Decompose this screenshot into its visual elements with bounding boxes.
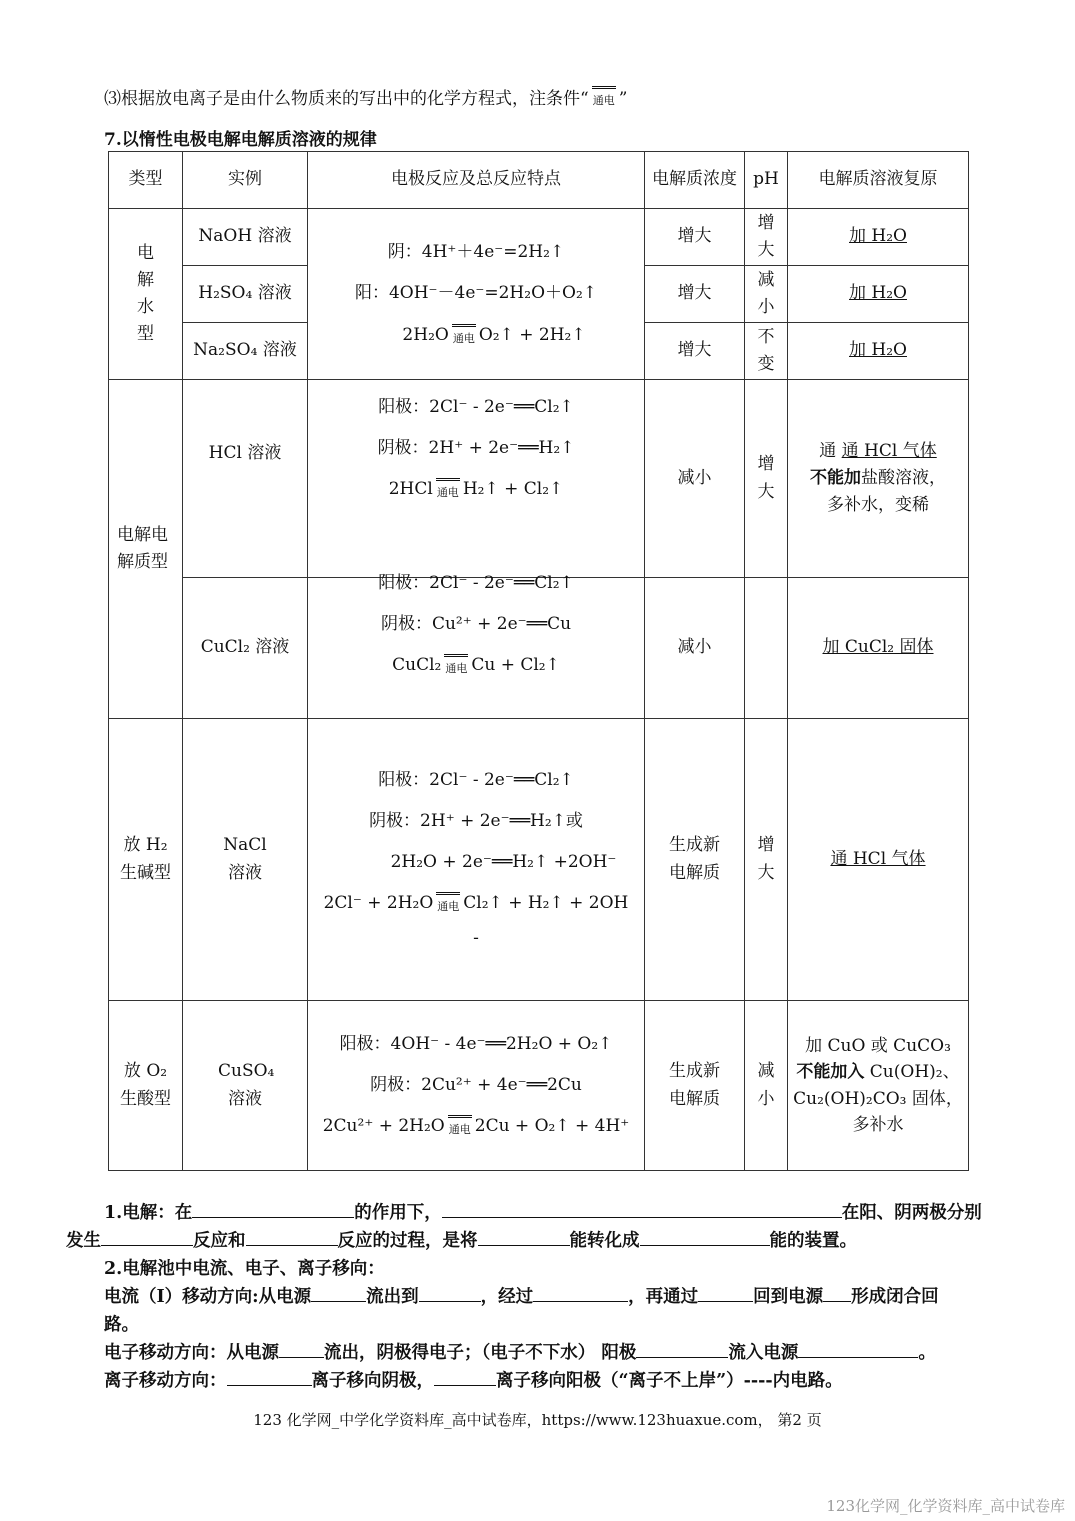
restore-na2so4: 加 H₂O (788, 323, 969, 380)
ph-cucl2 (745, 578, 788, 719)
water-equations: 阴：4H⁺＋4e⁻=2H₂↑ 阳：4OH⁻－4e⁻=2H₂O＋O₂↑ 2H₂O 通电 O₂↑ + 2H₂↑ (308, 209, 645, 380)
table-row (109, 209, 969, 266)
blank[interactable] (640, 1227, 770, 1246)
table-row (109, 380, 969, 578)
blank[interactable] (798, 1339, 918, 1358)
conc-cuso4: 生成新电解质 (645, 1001, 745, 1171)
cucl2-equations: 阳极：2Cl⁻ - 2e⁻══Cl₂↑ 阴极：Cu²⁺ + 2e⁻══Cu CuCl₂ 通电 Cu + Cl₂↑ (308, 578, 645, 719)
blank[interactable] (823, 1283, 851, 1302)
table-row (109, 1001, 969, 1171)
blank[interactable] (478, 1227, 570, 1246)
blank[interactable] (279, 1339, 324, 1358)
ph-na2so4: 不变 (745, 323, 788, 380)
example-cuso4: CuSO₄ 溶液 (183, 1001, 308, 1171)
conc-naoh: 增大 (645, 209, 745, 266)
nacl-equations: 阳极：2Cl⁻ - 2e⁻══Cl₂↑ 阴极：2H⁺ + 2e⁻══H₂↑或 2H₂O + 2e⁻══H₂↑ +2OH⁻ 2Cl⁻ + 2H₂O 通电 Cl₂↑ + H₂↑ + 2OH - (308, 719, 645, 1001)
blank[interactable] (311, 1283, 366, 1302)
ph-hcl: 增大 (745, 380, 788, 578)
table-row (109, 719, 969, 1001)
example-nacl: NaCl 溶液 (183, 719, 308, 1001)
section-7-title: 7.以惰性电极电解电解质溶液的规律 (104, 130, 377, 150)
question-2: 2.电解池中电流、电子、离子移向： 电流（I）移动方向:从电源 流出到 ，经过 ，再通过 回到电源 形成闭合回 路。 电子移动方向：从电源 流出，阴极得电子；（电子不下水） 阳极 流入电源 。 离子移动方向： 离子移向阴极， 离子移向阳极（“离子不上岸”）----内电路。 (104, 1259, 939, 1391)
ph-nacl: 增大 (745, 719, 788, 1001)
restore-naoh: 加 H₂O (788, 209, 969, 266)
blank[interactable] (192, 1199, 354, 1218)
header-ph: pH (745, 152, 788, 209)
type-water: 电解水型 (109, 209, 183, 380)
conc-cucl2: 减小 (645, 578, 745, 719)
type-o2: 放 O₂ 生酸型 (109, 1001, 183, 1171)
header-example: 实例 (183, 152, 308, 209)
header-type: 类型 (109, 152, 183, 209)
blank[interactable] (698, 1283, 753, 1302)
table-header-row (109, 152, 969, 209)
page-footer: 123 化学网_中学化学资料库_高中试卷库，https://www.123huaxue.com， 第2 页 (253, 1411, 822, 1429)
blank[interactable] (533, 1283, 628, 1302)
electrolysis-condition: 通电 (589, 84, 619, 108)
example-hcl: HCl 溶液 (183, 380, 308, 578)
blank[interactable] (101, 1227, 193, 1246)
ph-cuso4: 减小 (745, 1001, 788, 1171)
example-cucl2: CuCl₂ 溶液 (183, 578, 308, 719)
header-concentration: 电解质浓度 (645, 152, 745, 209)
table-row (109, 578, 969, 719)
restore-hcl: 通 通 HCl 气体 不能加盐酸溶液， 多补水，变稀 (788, 380, 969, 578)
type-h2: 放 H₂ 生碱型 (109, 719, 183, 1001)
electrolysis-rules-table (108, 151, 969, 1171)
blank[interactable] (419, 1283, 481, 1302)
example-h2so4: H₂SO₄ 溶液 (183, 266, 308, 323)
blank[interactable] (442, 1199, 842, 1218)
conc-h2so4: 增大 (645, 266, 745, 323)
restore-nacl: 通 HCl 气体 (788, 719, 969, 1001)
restore-h2so4: 加 H₂O (788, 266, 969, 323)
question-1: 1.电解：在 的作用下， 在阳、阴两极分别 发生 反应和 反应的过程，是将 能转化成 能的装置。 (66, 1199, 1016, 1255)
conc-nacl: 生成新电解质 (645, 719, 745, 1001)
blank[interactable] (434, 1367, 496, 1386)
header-reaction: 电极反应及总反应特点 (308, 152, 645, 209)
ph-naoh: 增大 (745, 209, 788, 266)
item-3-text: ⑶根据放电离子是由什么物质来的写出中的化学方程式，注条件“ 通电 ” (104, 84, 627, 109)
conc-hcl: 减小 (645, 380, 745, 578)
hcl-equations: 阳极：2Cl⁻ - 2e⁻══Cl₂↑ 阴极：2H⁺ + 2e⁻══H₂↑ 2HCl 通电 H₂↑ + Cl₂↑ (308, 380, 645, 578)
restore-cucl2: 加 CuCl₂ 固体 (788, 578, 969, 719)
example-naoh: NaOH 溶液 (183, 209, 308, 266)
blank[interactable] (246, 1227, 338, 1246)
blank[interactable] (227, 1367, 312, 1386)
type-electrolyte: 电解电解质型 (109, 380, 183, 719)
restore-cuso4: 加 CuO 或 CuCO₃ 不能加入 Cu(OH)₂、 Cu₂(OH)₂CO₃ 固体， 多补水 (788, 1001, 969, 1171)
header-restore: 电解质溶液复原 (788, 152, 969, 209)
watermark: 123化学网_化学资料库_高中试卷库 (826, 1497, 1065, 1515)
example-na2so4: Na₂SO₄ 溶液 (183, 323, 308, 380)
conc-na2so4: 增大 (645, 323, 745, 380)
cuso4-equations: 阳极：4OH⁻ - 4e⁻══2H₂O + O₂↑ 阴极：2Cu²⁺ + 4e⁻══2Cu 2Cu²⁺ + 2H₂O 通电 2Cu + O₂↑ + 4H⁺ (308, 1001, 645, 1171)
ph-h2so4: 减小 (745, 266, 788, 323)
blank[interactable] (636, 1339, 728, 1358)
